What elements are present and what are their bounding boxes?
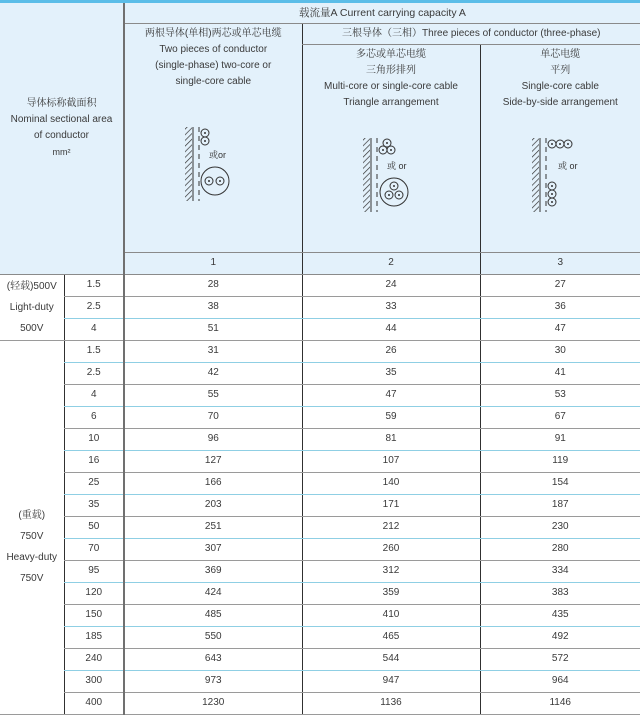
svg-text:或or: 或or	[209, 149, 226, 160]
value-cell-col1: 973	[124, 670, 302, 692]
wall-side-by-side-diagram-icon	[530, 136, 590, 216]
size-cell: 1.5	[64, 340, 124, 362]
table-row	[0, 318, 640, 340]
table-row	[0, 384, 640, 406]
size-cell: 70	[64, 538, 124, 560]
sectional-area-unit: mm²	[0, 144, 123, 160]
value-cell-col3: 154	[480, 472, 640, 494]
value-cell-col2: 81	[302, 428, 480, 450]
value-cell-col1: 55	[124, 384, 302, 406]
table-row	[0, 582, 640, 604]
two-core-or-single-core-wall-diagram	[125, 90, 302, 240]
value-cell-col1: 424	[124, 582, 302, 604]
size-cell: 120	[64, 582, 124, 604]
heavy-duty-label-line: 750V	[0, 526, 64, 547]
value-cell-col3: 47	[480, 318, 640, 340]
table-row	[0, 340, 640, 362]
size-cell: 16	[64, 450, 124, 472]
value-cell-col1: 203	[124, 494, 302, 516]
column-2-line-en1: Multi-core or single-core cable	[303, 79, 480, 95]
value-cell-col3: 30	[480, 340, 640, 362]
size-cell: 4	[64, 384, 124, 406]
value-cell-col2: 44	[302, 318, 480, 340]
size-cell: 1.5	[64, 274, 124, 296]
value-cell-col1: 166	[124, 472, 302, 494]
table-row	[0, 362, 640, 384]
side-by-side-arrangement-wall-diagram	[481, 111, 640, 241]
column-1-line-en3: single-core cable	[125, 74, 302, 90]
value-cell-col2: 1136	[302, 692, 480, 714]
value-cell-col1: 251	[124, 516, 302, 538]
value-cell-col1: 485	[124, 604, 302, 626]
light-duty-label-line: Light-duty	[0, 297, 64, 318]
column-3-index: 3	[480, 252, 640, 274]
size-cell: 185	[64, 626, 124, 648]
value-cell-col2: 140	[302, 472, 480, 494]
table-row	[0, 626, 640, 648]
size-cell: 2.5	[64, 296, 124, 318]
value-cell-col3: 67	[480, 406, 640, 428]
value-cell-col1: 550	[124, 626, 302, 648]
size-cell: 240	[64, 648, 124, 670]
value-cell-col3: 41	[480, 362, 640, 384]
value-cell-col1: 70	[124, 406, 302, 428]
size-cell: 6	[64, 406, 124, 428]
value-cell-col2: 59	[302, 406, 480, 428]
size-cell: 35	[64, 494, 124, 516]
heavy-duty-label-line: (重载)	[0, 505, 64, 526]
wall-triangle-diagram-icon	[361, 136, 421, 216]
light-duty-group-label	[0, 274, 64, 340]
value-cell-col1: 127	[124, 450, 302, 472]
column-1-line-en2: (single-phase) two-core or	[125, 58, 302, 74]
value-cell-col3: 572	[480, 648, 640, 670]
current-capacity-header: 载流量A Current carrying capacity A	[124, 3, 640, 24]
column-1-index: 1	[124, 252, 302, 274]
size-cell: 150	[64, 604, 124, 626]
value-cell-col3: 27	[480, 274, 640, 296]
value-cell-col2: 24	[302, 274, 480, 296]
heavy-duty-label-line: 750V	[0, 568, 64, 589]
column-3-line-en2: Side-by-side arrangement	[481, 95, 640, 111]
table-row	[0, 494, 640, 516]
column-2-header	[302, 45, 480, 253]
value-cell-col2: 312	[302, 560, 480, 582]
wall-cable-diagram-icon	[183, 125, 243, 205]
table-row	[0, 604, 640, 626]
value-cell-col2: 410	[302, 604, 480, 626]
value-cell-col1: 307	[124, 538, 302, 560]
value-cell-col3: 119	[480, 450, 640, 472]
size-cell: 95	[64, 560, 124, 582]
size-cell: 2.5	[64, 362, 124, 384]
column-2-index: 2	[302, 252, 480, 274]
value-cell-col1: 96	[124, 428, 302, 450]
value-cell-col3: 53	[480, 384, 640, 406]
value-cell-col2: 947	[302, 670, 480, 692]
size-cell: 50	[64, 516, 124, 538]
value-cell-col2: 544	[302, 648, 480, 670]
value-cell-col3: 334	[480, 560, 640, 582]
sectional-area-header-en1: Nominal sectional area	[0, 112, 123, 128]
value-cell-col3: 230	[480, 516, 640, 538]
sectional-area-header	[0, 3, 124, 252]
value-cell-col2: 212	[302, 516, 480, 538]
table-row	[0, 670, 640, 692]
value-cell-col3: 91	[480, 428, 640, 450]
value-cell-col3: 383	[480, 582, 640, 604]
value-cell-col3: 187	[480, 494, 640, 516]
value-cell-col2: 359	[302, 582, 480, 604]
value-cell-col1: 51	[124, 318, 302, 340]
value-cell-col2: 465	[302, 626, 480, 648]
column-2-line-zh2: 三角形排列	[303, 63, 480, 79]
column-3-line-en1: Single-core cable	[481, 79, 640, 95]
value-cell-col1: 31	[124, 340, 302, 362]
value-cell-col3: 36	[480, 296, 640, 318]
table-row	[0, 406, 640, 428]
svg-text:或 or: 或 or	[558, 160, 578, 171]
value-cell-col3: 964	[480, 670, 640, 692]
table-row	[0, 296, 640, 318]
column-3-line-zh1: 单芯电缆	[481, 47, 640, 63]
sectional-area-header-zh: 导体标称截面积	[0, 96, 123, 112]
triangle-arrangement-wall-diagram	[303, 111, 480, 241]
current-carrying-capacity-table	[0, 3, 640, 715]
column-1-header	[124, 24, 302, 253]
value-cell-col1: 28	[124, 274, 302, 296]
table-row	[0, 538, 640, 560]
value-cell-col2: 107	[302, 450, 480, 472]
sectional-area-header-en2: of conductor	[0, 128, 123, 144]
table-row	[0, 274, 640, 296]
column-2-line-en2: Triangle arrangement	[303, 95, 480, 111]
table-row	[0, 692, 640, 714]
value-cell-col2: 26	[302, 340, 480, 362]
light-duty-label-line: 500V	[0, 318, 64, 339]
table-row	[0, 428, 640, 450]
table-row	[0, 516, 640, 538]
heavy-duty-label-line: Heavy-duty	[0, 547, 64, 568]
table-row	[0, 648, 640, 670]
three-phase-header: 三根导体（三相）Three pieces of conductor (three-phase)	[302, 24, 640, 45]
value-cell-col3: 492	[480, 626, 640, 648]
value-cell-col2: 171	[302, 494, 480, 516]
value-cell-col1: 42	[124, 362, 302, 384]
table-row	[0, 560, 640, 582]
table-row	[0, 450, 640, 472]
value-cell-col2: 47	[302, 384, 480, 406]
value-cell-col2: 33	[302, 296, 480, 318]
value-cell-col3: 1146	[480, 692, 640, 714]
value-cell-col2: 35	[302, 362, 480, 384]
column-1-line-en1: Two pieces of conductor	[125, 42, 302, 58]
column-1-line-zh: 两根导体(单相)两芯或单芯电缆	[125, 26, 302, 42]
svg-text:或 or: 或 or	[387, 160, 407, 171]
size-cell: 300	[64, 670, 124, 692]
size-cell: 4	[64, 318, 124, 340]
value-cell-col2: 260	[302, 538, 480, 560]
heavy-duty-group-label	[0, 340, 64, 714]
value-cell-col1: 369	[124, 560, 302, 582]
value-cell-col1: 1230	[124, 692, 302, 714]
column-2-line-zh1: 多芯或单芯电缆	[303, 47, 480, 63]
column-3-line-zh2: 平列	[481, 63, 640, 79]
value-cell-col1: 643	[124, 648, 302, 670]
size-cell: 10	[64, 428, 124, 450]
table-row	[0, 472, 640, 494]
value-cell-col1: 38	[124, 296, 302, 318]
index-row-spacer	[0, 252, 124, 274]
light-duty-label-line: (轻载)500V	[0, 276, 64, 297]
column-3-header	[480, 45, 640, 253]
size-cell: 400	[64, 692, 124, 714]
value-cell-col3: 435	[480, 604, 640, 626]
size-cell: 25	[64, 472, 124, 494]
value-cell-col3: 280	[480, 538, 640, 560]
